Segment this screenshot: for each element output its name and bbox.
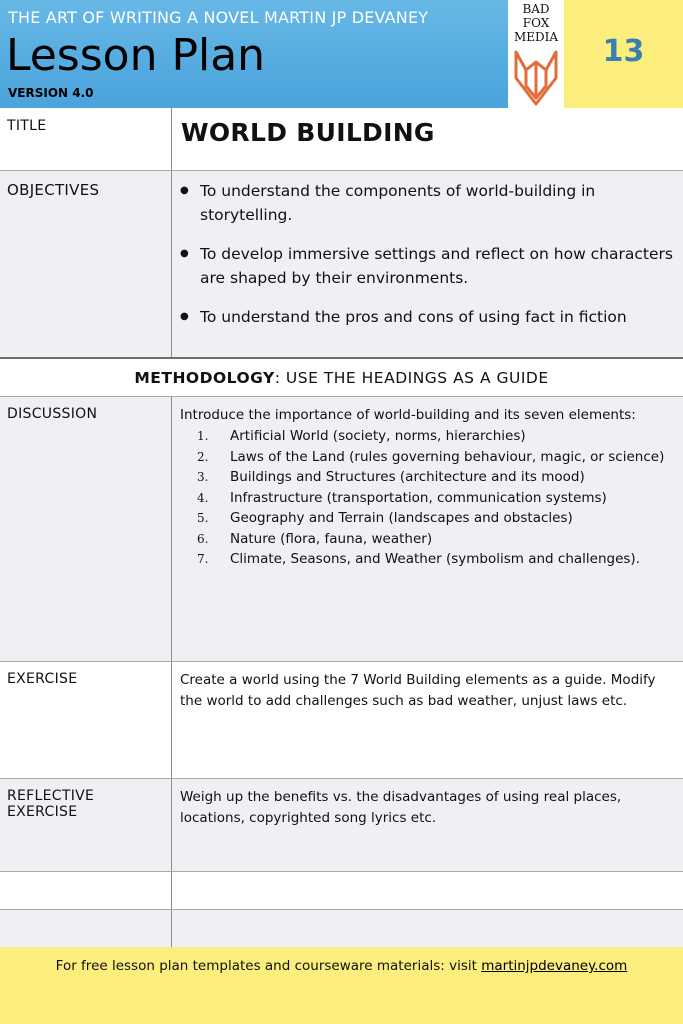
logo-text: BAD FOX MEDIA <box>513 2 559 44</box>
reflective-content: Weigh up the benefits vs. the disadvantages of using real places, locations, copyrighted song lyrics etc. <box>180 789 622 826</box>
objective-item: ● To develop immersive settings and reflect on how characters are shaped by their environments. <box>200 242 675 290</box>
objective-item: ● To understand the components of world-building in storytelling. <box>200 179 675 227</box>
exercise-content: Create a world using the 7 World Building elements as a guide. Modify the world to add challenges such as bad weather, unjust laws etc. <box>180 672 656 709</box>
footer-text: For free lesson plan templates and courseware materials: visit <box>55 958 482 974</box>
fox-icon <box>512 48 560 108</box>
empty-row <box>0 872 683 910</box>
reflective-label: REFLECTIVE EXERCISE <box>0 779 172 871</box>
lesson-title: WORLD BUILDING <box>181 118 435 147</box>
objective-item: ● To understand the pros and cons of using fact in fiction <box>200 305 675 329</box>
empty-label <box>0 910 172 947</box>
discussion-label: DISCUSSION <box>0 397 172 661</box>
methodology-heading <box>0 357 683 397</box>
list-item: 3. Buildings and Structures (architecture and its mood) <box>197 469 585 485</box>
lesson-number: 13 <box>564 0 683 108</box>
version-label: VERSION 4.0 <box>8 86 94 100</box>
title-label: TITLE <box>0 108 172 170</box>
list-item: 6. Nature (flora, fauna, weather) <box>197 530 433 547</box>
course-title: THE ART OF WRITING A NOVEL MARTIN JP DEVANEY <box>8 8 429 27</box>
elements-list <box>180 426 676 570</box>
list-item: 1. Artificial World (society, norms, hierarchies) <box>197 428 526 444</box>
discussion-row <box>0 397 683 662</box>
empty-row <box>0 910 683 947</box>
empty-label <box>0 872 172 909</box>
objectives-label: OBJECTIVES <box>0 171 172 357</box>
empty-content <box>173 872 683 909</box>
footer <box>0 947 683 1024</box>
list-item: 5. Geography and Terrain (landscapes and obstacles) <box>197 510 573 526</box>
website-link[interactable]: martinjpdevaney.com <box>481 958 628 974</box>
discussion-intro: Introduce the importance of world-building and its seven elements: <box>180 407 636 423</box>
list-item: 4. Infrastructure (transportation, communication systems) <box>197 489 607 506</box>
methodology-bold: METHODOLOGY <box>134 369 275 387</box>
exercise-row <box>0 662 683 779</box>
exercise-label: EXERCISE <box>0 662 172 778</box>
list-item: 2. Laws of the Land (rules governing behaviour, magic, or science) <box>197 448 665 465</box>
header-banner <box>0 0 508 108</box>
methodology-rest: : USE THE HEADINGS AS A GUIDE <box>274 369 549 387</box>
bad-fox-media-logo <box>508 0 564 108</box>
title-row <box>0 108 683 171</box>
reflective-row <box>0 779 683 872</box>
objectives-content <box>173 171 683 357</box>
list-item: 7. Climate, Seasons, and Weather (symbolism and challenges). <box>197 551 640 567</box>
page-title: Lesson Plan <box>6 30 266 81</box>
empty-content <box>173 910 683 947</box>
objectives-list <box>173 171 683 329</box>
objectives-row <box>0 171 683 357</box>
discussion-content <box>173 397 683 661</box>
